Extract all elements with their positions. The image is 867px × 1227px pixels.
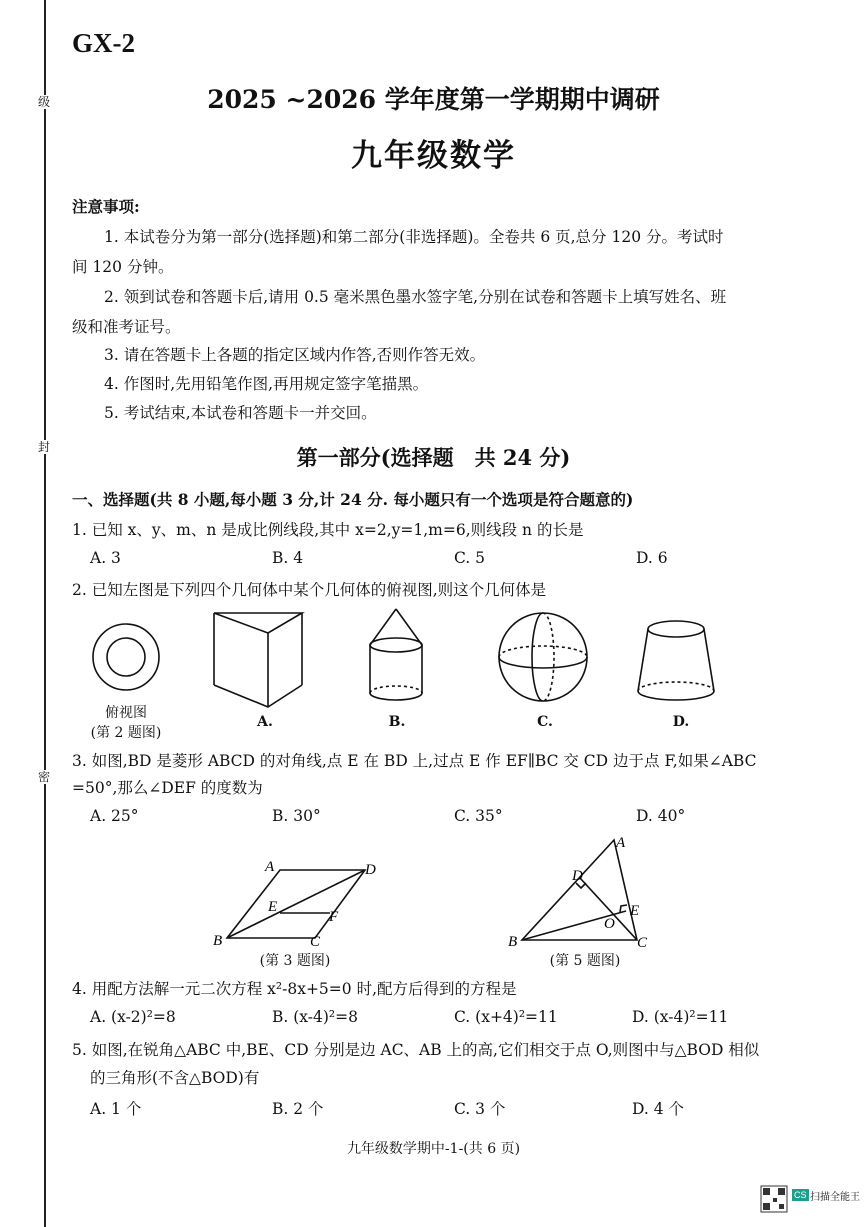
q2-label-a: A. [257, 714, 273, 730]
q5-option-c: C. 3 个 [454, 1100, 506, 1118]
q3-stem-line1: 3. 如图,BD 是菱形 ABCD 的对角线,点 E 在 BD 上,过点 E 作 EF∥BC 交 CD 边于点 F,如果∠ABC [72, 752, 757, 770]
point-d: D [365, 862, 376, 878]
q1-option-a: A. 3 [90, 549, 121, 567]
point-c5: C [637, 935, 648, 951]
notice-item-4: 4. 作图时,先用铅笔作图,再用规定签字笔描黑。 [104, 375, 429, 393]
sphere-figure [499, 613, 587, 701]
q4-option-a: A. (x-2)²=8 [90, 1008, 176, 1026]
frustum-figure [638, 621, 714, 700]
q5-figure-caption: (第 5 题图) [549, 953, 621, 969]
point-d5: D [572, 868, 583, 884]
q5-option-b: B. 2 个 [272, 1100, 324, 1118]
side-label-seal: 封 [38, 440, 51, 454]
point-f: F [329, 909, 339, 925]
notice-heading: 注意事项: [72, 197, 140, 216]
page-footer: 九年级数学期中-1-(共 6 页) [346, 1141, 521, 1157]
top-view-outer-circle [93, 624, 159, 690]
notice-item-5: 5. 考试结束,本试卷和答题卡一并交回。 [104, 404, 377, 422]
q2-label-c: C. [537, 714, 553, 730]
q4-option-c: C. (x+4)²=11 [454, 1008, 558, 1026]
q1-option-c: C. 5 [454, 549, 486, 567]
exam-subject: 九年级数学 [351, 138, 516, 174]
q1-option-d: D. 6 [636, 549, 668, 567]
top-view-inner-circle [107, 638, 145, 676]
binding-line [44, 0, 46, 1227]
side-label-secret: 密 [38, 770, 51, 784]
side-label-class: 级 [38, 95, 51, 109]
point-a: A [265, 859, 275, 875]
notice-item-1-cont: 间 120 分钟。 [72, 258, 174, 276]
q5-option-a: A. 1 个 [90, 1100, 142, 1118]
triangle-abc [522, 840, 640, 940]
scanner-watermark [760, 1183, 860, 1215]
q5-stem-line1: 5. 如图,在锐角△ABC 中,BE、CD 分别是边 AC、AB 上的高,它们相交于点 O,则图中与△BOD 相似 [72, 1041, 760, 1059]
section-title: 一、选择题(共 8 小题,每小题 3 分,计 24 分. 每小题只有一个选项是符合题意的) [72, 490, 634, 509]
q5-stem-line2: 的三角形(不含△BOD)有 [90, 1069, 260, 1087]
point-o5: O [604, 916, 615, 932]
q4-option-d: D. (x-4)²=11 [632, 1008, 729, 1026]
q4-option-b: B. (x-4)²=8 [272, 1008, 358, 1026]
scanner-label: 扫描全能王 [810, 1192, 860, 1203]
point-c: C [310, 934, 321, 950]
q3-option-c: C. 35° [454, 807, 503, 825]
q3-stem-line2: =50°,那么∠DEF 的度数为 [72, 779, 263, 797]
q3-option-d: D. 40° [636, 807, 686, 825]
notice-item-2: 2. 领到试卷和答题卡后,请用 0.5 毫米黑色墨水签字笔,分别在试卷和答题卡上填写姓名、班 [104, 288, 727, 306]
q3-option-a: A. 25° [90, 807, 139, 825]
q2-label-b: B. [388, 714, 406, 730]
q2-label-d: D. [672, 714, 690, 730]
q2-topview-label: 俯视图 [105, 705, 147, 721]
notice-item-2-cont: 级和准考证号。 [72, 318, 181, 336]
qr-code-icon [760, 1185, 788, 1213]
point-e: E [268, 899, 278, 915]
diagonal-bd [227, 870, 365, 938]
q2-stem: 2. 已知左图是下列四个几何体中某个几何体的俯视图,则这个几何体是 [72, 581, 547, 599]
point-a5: A [616, 835, 626, 851]
part1-title: 第一部分(选择题 共 24 分) [296, 445, 571, 470]
q1-stem: 1. 已知 x、y、m、n 是成比例线段,其中 x=2,y=1,m=6,则线段 n 的长是 [72, 521, 584, 539]
notice-item-3: 3. 请在答题卡上各题的指定区域内作答,否则作答无效。 [104, 346, 486, 364]
q3-option-b: B. 30° [272, 807, 321, 825]
q4-stem: 4. 用配方法解一元二次方程 x²-8x+5=0 时,配方后得到的方程是 [72, 980, 517, 998]
q3-figure-caption: (第 3 题图) [259, 953, 331, 969]
prism-figure [214, 613, 302, 707]
q3-figure [205, 855, 385, 955]
point-b: B [213, 933, 223, 949]
q5-figure [500, 832, 665, 952]
q2-figure-caption: (第 2 题图) [90, 725, 162, 741]
q1-option-b: B. 4 [272, 549, 304, 567]
q5-option-d: D. 4 个 [632, 1100, 685, 1118]
exam-code: GX-2 [72, 28, 135, 58]
notice-item-1: 1. 本试卷分为第一部分(选择题)和第二部分(非选择题)。全卷共 6 页,总分 120 分。考试时 [104, 228, 724, 246]
cs-badge-icon: CS [794, 1190, 807, 1200]
cone-cylinder-figure [370, 609, 422, 700]
point-b5: B [508, 934, 518, 950]
exam-title: 2025 ~2026 学年度第一学期期中调研 [207, 85, 660, 114]
point-e5: E [630, 903, 640, 919]
